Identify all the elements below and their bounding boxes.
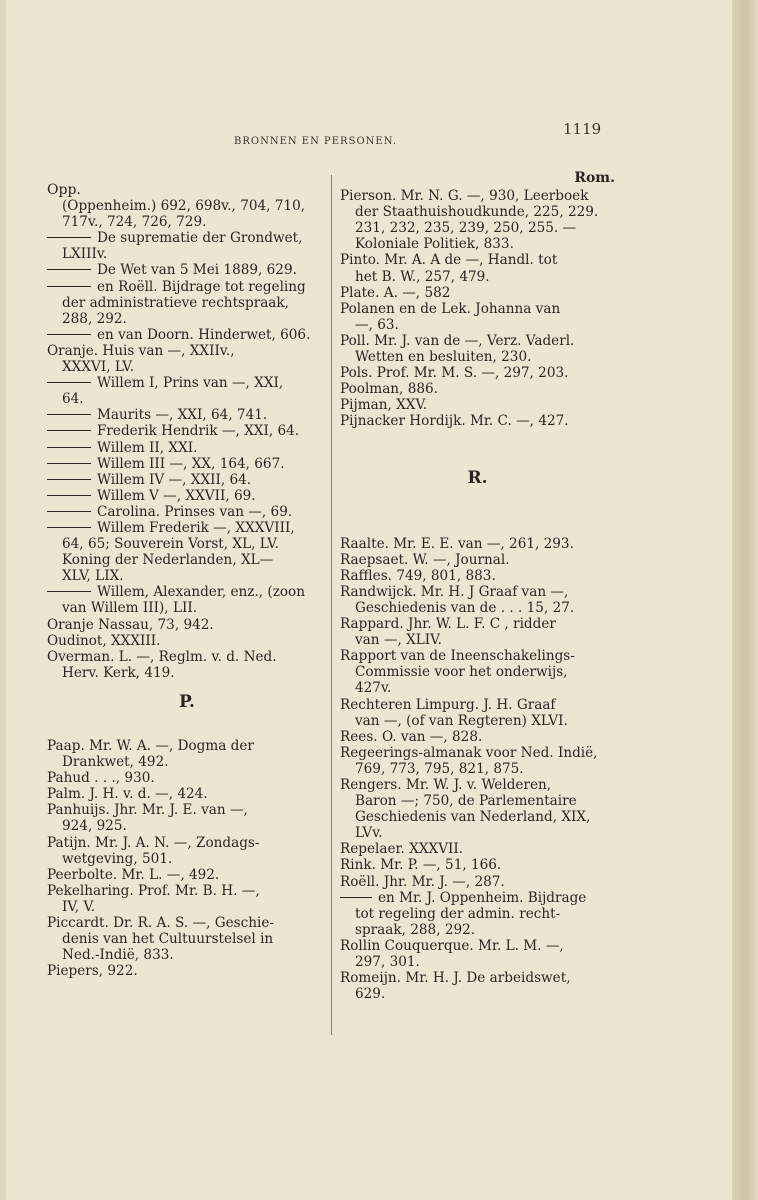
index-entry: Piccardt. Dr. R. A. S. —, Geschie- bbox=[47, 915, 274, 932]
index-entry: 64. bbox=[62, 391, 84, 408]
index-entry: Rollin Couquerque. Mr. L. M. —, bbox=[340, 937, 564, 954]
index-entry: Pijnacker Hordijk. Mr. C. —, 427. bbox=[340, 413, 569, 430]
index-entry: —, 63. bbox=[355, 316, 399, 333]
repeat-dash bbox=[47, 511, 91, 512]
index-entry: en van Doorn. Hinderwet, 606. bbox=[97, 326, 311, 343]
index-entry: Koning der Nederlanden, XL— bbox=[62, 552, 274, 569]
index-entry: Rengers. Mr. W. J. v. Welderen, bbox=[340, 777, 552, 793]
index-entry: Poll. Mr. J. van de —, Verz. Vaderl. bbox=[340, 332, 575, 349]
page-gutter bbox=[0, 0, 6, 1200]
repeat-dash bbox=[47, 495, 91, 496]
index-entry: XLV, LIX. bbox=[62, 568, 124, 585]
repeat-dash bbox=[47, 269, 91, 270]
repeat-dash bbox=[47, 479, 91, 480]
index-entry: Drankwet, 492. bbox=[62, 754, 169, 771]
index-entry: Poolman, 886. bbox=[340, 381, 438, 398]
index-entry: Pierson. Mr. N. G. —, 930, Leerboek bbox=[340, 188, 589, 205]
index-entry: 769, 773, 795, 821, 875. bbox=[355, 760, 524, 777]
index-entry: het B. W., 257, 479. bbox=[355, 268, 490, 285]
index-entry: 717v., 724, 726, 729. bbox=[62, 214, 207, 231]
index-entry: Pijman, XXV. bbox=[340, 397, 428, 414]
index-entry: 288, 292. bbox=[62, 310, 127, 327]
index-entry: Polanen en de Lek. Johanna van bbox=[340, 300, 561, 317]
section-letter-r: R. bbox=[467, 467, 488, 488]
index-entry: Rapport van de Ineenschakelings- bbox=[340, 648, 575, 665]
repeat-dash bbox=[47, 447, 91, 448]
index-entry: Roëll. Jhr. Mr. J. —, 287. bbox=[340, 873, 505, 890]
running-head-rom: Rom. bbox=[574, 170, 615, 186]
index-entry: Geschiedenis van de . . . 15, 27. bbox=[355, 599, 575, 616]
index-entry: Raalte. Mr. E. E. van —, 261, 293. bbox=[340, 535, 574, 552]
right-column bbox=[340, 170, 615, 1002]
index-entry: Plate. A. —, 582 bbox=[340, 284, 451, 301]
repeat-dash bbox=[47, 527, 91, 528]
index-entry: Baron —; 750, de Parlementaire bbox=[355, 793, 577, 810]
index-entry: XXXVI, LV. bbox=[62, 359, 135, 376]
index-entry: Wetten en besluiten, 230. bbox=[355, 349, 532, 366]
index-entry: Pahud . . ., 930. bbox=[47, 770, 155, 787]
index-entry: Rappard. Jhr. W. L. F. C , ridder bbox=[340, 616, 556, 633]
index-entry: Willem II, XXI. bbox=[97, 439, 198, 456]
index-entry: De Wet van 5 Mei 1889, 629. bbox=[97, 262, 297, 279]
index-entry: Oudinot, XXXIII. bbox=[47, 632, 161, 649]
index-entry: Panhuijs. Jhr. Mr. J. E. van —, bbox=[47, 802, 248, 819]
index-entry: tot regeling der admin. recht- bbox=[355, 905, 561, 922]
index-entry: denis van het Cultuurstelsel in bbox=[62, 931, 274, 948]
index-entry: Regeerings-almanak voor Ned. Indië, bbox=[340, 744, 598, 761]
index-entry: en Mr. J. Oppenheim. Bijdrage bbox=[378, 889, 587, 906]
index-entry: Carolina. Prinses van —, 69. bbox=[97, 503, 293, 520]
index-entry: Ned.-Indië, 833. bbox=[62, 947, 174, 964]
index-entry: Paap. Mr. W. A. —, Dogma der bbox=[47, 738, 254, 754]
index-entry: 64, 65; Souverein Vorst, XL, LV. bbox=[62, 536, 279, 553]
repeat-dash bbox=[47, 286, 91, 287]
index-entry: wetgeving, 501. bbox=[62, 850, 173, 867]
index-entry: De suprematie der Grondwet, bbox=[97, 230, 303, 247]
left-column bbox=[47, 182, 327, 979]
index-entry: van —, XLIV. bbox=[355, 632, 442, 649]
index-entry: Oranje. Huis van —, XXIIv., bbox=[47, 342, 235, 359]
index-entry: Repelaer. XXXVII. bbox=[340, 841, 464, 858]
repeat-dash bbox=[47, 382, 91, 383]
index-entry: Piepers, 922. bbox=[47, 963, 138, 980]
index-entry: Rechteren Limpurg. J. H. Graaf bbox=[340, 696, 556, 713]
repeat-dash bbox=[47, 463, 91, 464]
index-entry: van Willem III), LII. bbox=[62, 600, 198, 617]
index-entry: Oranje Nassau, 73, 942. bbox=[47, 616, 214, 633]
repeat-dash bbox=[47, 430, 91, 431]
index-entry: 297, 301. bbox=[355, 954, 420, 971]
index-entry: Willem I, Prins van —, XXI, bbox=[97, 375, 284, 392]
index-entry: LVv. bbox=[355, 825, 383, 842]
index-entry: Willem V —, XXVII, 69. bbox=[97, 487, 256, 504]
index-entry: IV, V. bbox=[62, 898, 96, 915]
index-entry: Pols. Prof. Mr. M. S. —, 297, 203. bbox=[340, 365, 569, 382]
index-entry: van —, (of van Regteren) XLVI. bbox=[355, 712, 568, 729]
index-entry: LXIIIv. bbox=[62, 246, 108, 263]
index-entry: Raffles. 749, 801, 883. bbox=[340, 567, 496, 584]
index-entry: 427v. bbox=[355, 680, 392, 697]
repeat-dash bbox=[47, 591, 91, 592]
index-entry: Rees. O. van —, 828. bbox=[340, 728, 483, 745]
index-entry: der Staathuishoudkunde, 225, 229. bbox=[355, 204, 599, 221]
index-entry: (Oppenheim.) 692, 698v., 704, 710, bbox=[62, 198, 306, 215]
index-entry: Geschiedenis van Nederland, XIX, bbox=[355, 809, 591, 826]
index-entry: Randwijck. Mr. H. J Graaf van —, bbox=[340, 583, 569, 600]
repeat-dash bbox=[47, 414, 91, 415]
entry-head-opp: Opp. bbox=[47, 182, 81, 198]
index-entry: spraak, 288, 292. bbox=[355, 921, 476, 938]
index-entry: Rink. Mr. P. —, 51, 166. bbox=[340, 857, 502, 874]
index-entry: Commissie voor het onderwijs, bbox=[355, 664, 568, 681]
index-entry: Koloniale Politiek, 833. bbox=[355, 236, 514, 253]
running-header: BRONNEN EN PERSONEN. bbox=[234, 136, 397, 147]
index-entry: Palm. J. H. v. d. —, 424. bbox=[47, 786, 208, 803]
index-entry: 629. bbox=[355, 986, 386, 1003]
repeat-dash bbox=[340, 897, 372, 898]
index-entry: Willem, Alexander, enz., (zoon bbox=[97, 584, 305, 601]
index-entry: Peerbolte. Mr. L. —, 492. bbox=[47, 866, 220, 883]
index-entry: Pinto. Mr. A. A de —, Handl. tot bbox=[340, 252, 558, 269]
index-entry: 231, 232, 235, 239, 250, 255. — bbox=[355, 220, 577, 237]
index-entry: Overman. L. —, Reglm. v. d. Ned. bbox=[47, 648, 277, 665]
index-entry: Patijn. Mr. J. A. N. —, Zondags- bbox=[47, 834, 260, 851]
index-entry: Romeijn. Mr. H. J. De arbeidswet, bbox=[340, 970, 571, 987]
index-entry: Frederik Hendrik —, XXI, 64. bbox=[97, 423, 300, 440]
repeat-dash bbox=[47, 334, 91, 335]
index-entry: 924, 925. bbox=[62, 818, 127, 835]
index-entry: Pekelharing. Prof. Mr. B. H. —, bbox=[47, 882, 260, 899]
index-entry: Herv. Kerk, 419. bbox=[62, 664, 175, 681]
index-entry: der administratieve rechtspraak, bbox=[62, 294, 289, 311]
page-edge bbox=[732, 0, 758, 1200]
page-number: 1119 bbox=[563, 120, 602, 138]
section-letter-p: P. bbox=[179, 691, 195, 712]
index-entry: Willem III —, XX, 164, 667. bbox=[97, 455, 285, 472]
index-entry: Willem Frederik —, XXXVIII, bbox=[97, 519, 295, 536]
index-entry: Willem IV —, XXII, 64. bbox=[97, 471, 252, 488]
column-divider bbox=[331, 175, 332, 1035]
index-entry: Maurits —, XXI, 64, 741. bbox=[97, 407, 268, 424]
index-entry: en Roëll. Bijdrage tot regeling bbox=[97, 278, 306, 295]
index-entry: Raepsaet. W. —, Journal. bbox=[340, 551, 510, 568]
repeat-dash bbox=[47, 237, 91, 238]
